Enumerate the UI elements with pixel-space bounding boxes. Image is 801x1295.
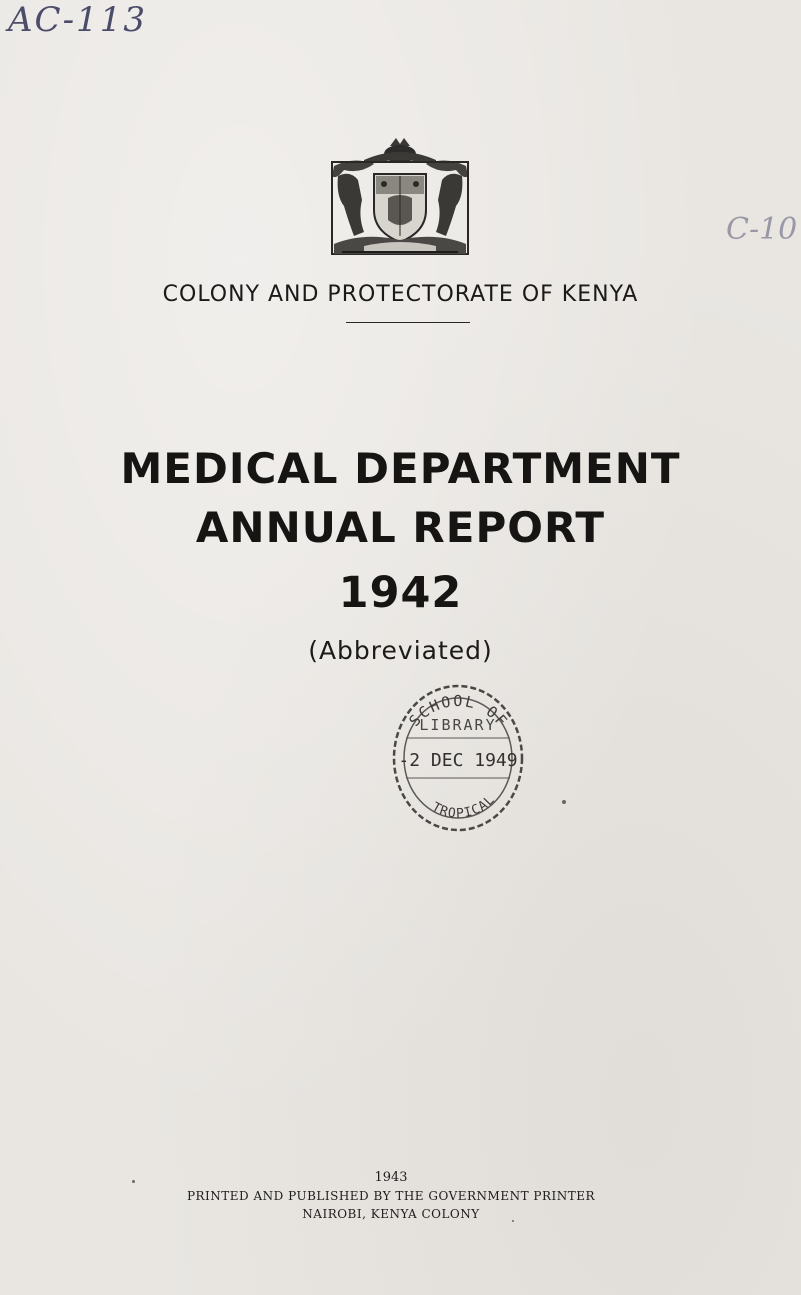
handwritten-margin-note: C-10 (726, 212, 798, 247)
stamp-bottom-text: TROPICAL (429, 792, 499, 822)
colony-heading: COLONY AND PROTECTORATE OF KENYA (162, 282, 639, 307)
paper-speck (512, 1220, 514, 1222)
publication-place: NAIROBI, KENYA COLONY (302, 1207, 480, 1221)
paper-speck (562, 800, 566, 804)
report-subtitle: (Abbreviated) (308, 636, 493, 665)
publication-year: 1943 (374, 1170, 408, 1185)
handwritten-accession-number: AC-113 (8, 0, 147, 40)
stamp-library-text: LIBRARY (419, 716, 497, 734)
report-year: 1942 (338, 568, 463, 618)
paper-speck (132, 1180, 135, 1183)
library-stamp-icon (388, 678, 528, 833)
printer-credit: PRINTED AND PUBLISHED BY THE GOVERNMENT PRINTER (186, 1189, 596, 1203)
report-title-line-2: ANNUAL REPORT (195, 503, 606, 552)
divider-rule (346, 322, 470, 323)
stamp-date-text: -2 DEC 1949 (398, 750, 518, 771)
svg-text:TROPICAL (429, 792, 498, 821)
stamp-top-text: SCHOOL OF (405, 691, 512, 732)
report-title-line-1: MEDICAL DEPARTMENT (120, 444, 681, 493)
coat-of-arms-icon (324, 136, 476, 264)
